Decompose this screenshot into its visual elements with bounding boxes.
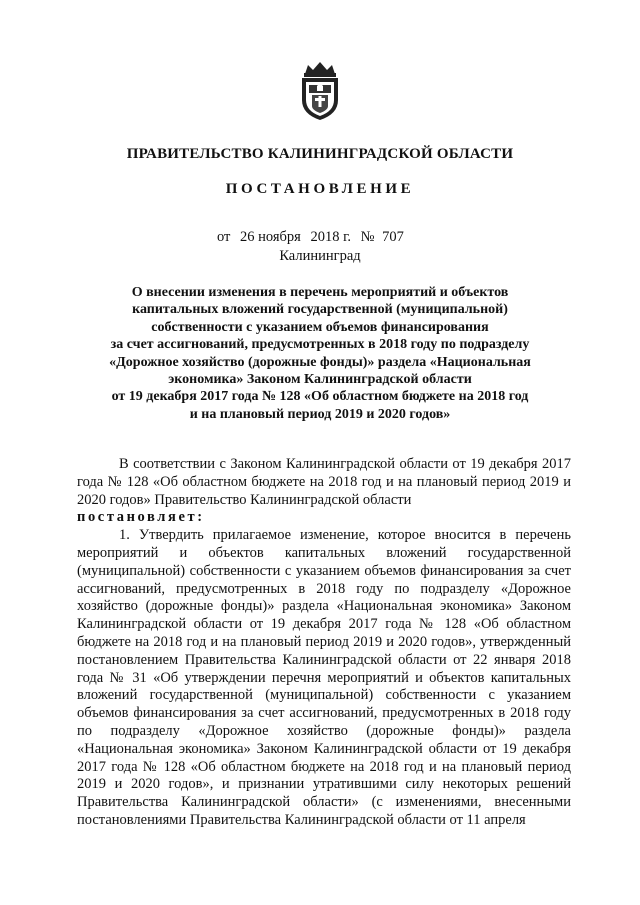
date-prefix: от — [217, 229, 231, 245]
document-year: 2018 г. — [310, 229, 352, 245]
kaliningrad-coat-of-arms-icon — [293, 60, 347, 122]
item-1-paragraph: 1. Утвердить прилагаемое изменение, которое вносится в перечень мероприятий и объектов капитальных вложений государственной (муниципальной) собственности с указанием объемов финансирования за счет ассигнований, предусмотренных в 2018 году по подразделу «Дорожное хозяйство (дорожные фонды)» раздела «Национальная экономика» Законом Калининградской области от 19 декабря 2017 года № 128 «Об областном бюджете на 2018 год и на плановый период 2019 и 2020 годов», утвержденный постановлением Правительства Калининградской области от 22 января 2018 года № 31 «Об утверждении перечня мероприятий и объектов капитальных вложений государственной (муниципальной) собственности с указанием объемов финансирования за счет ассигнований, предусмотренных в 2018 году по подразделу «Дорожное хозяйство (дорожные фонды)» раздела «Национальная экономика» Законом Калининградской области от 19 декабря 2017 года № 128 «Об областном бюджете на 2018 год и на плановый период 2019 и 2020 годов», и признании утратившими силу некоторых решений Правительства Калининградской области» (с изменениями, внесенными постановлениями Правительства Калининградской области от 11 апреля — [77, 527, 571, 828]
title-line: экономика» Законом Калининградской области — [168, 372, 472, 388]
title-line: капитальных вложений государственной (муниципальной) — [132, 302, 508, 318]
title-line: собственности с указанием объемов финансирования — [151, 319, 489, 335]
document-title — [95, 284, 545, 423]
title-line: «Дорожное хозяйство (дорожные фонды)» раздела «Национальная — [109, 354, 531, 370]
number-prefix: № — [360, 229, 375, 245]
document-type: ПОСТАНОВЛЕНИЕ — [225, 181, 415, 197]
resolves-word: постановляет: — [77, 509, 205, 526]
title-line: за счет ассигнований, предусмотренных в 2018 году по подразделу — [110, 337, 530, 353]
title-line: от 19 декабря 2017 года № 128 «Об областном бюджете на 2018 год — [111, 389, 529, 405]
document-number: 707 — [382, 229, 404, 245]
title-line: и на плановый период 2019 и 2020 годов» — [189, 406, 451, 422]
document-date: 26 ноября — [240, 229, 301, 245]
date-line — [217, 229, 404, 246]
government-name: ПРАВИТЕЛЬСТВО КАЛИНИНГРАДСКОЙ ОБЛАСТИ — [126, 146, 514, 162]
resolves-line — [77, 509, 571, 527]
document-body — [77, 456, 571, 830]
preamble-paragraph: В соответствии с Законом Калининградской области от 19 декабря 2017 года № 128 «Об областном бюджете на 2018 год и на плановый период 2019 и 2020 годов» Правительство Калининградской области — [77, 456, 571, 508]
city: Калининград — [279, 248, 361, 264]
title-line: О внесении изменения в перечень мероприятий и объектов — [131, 285, 509, 300]
